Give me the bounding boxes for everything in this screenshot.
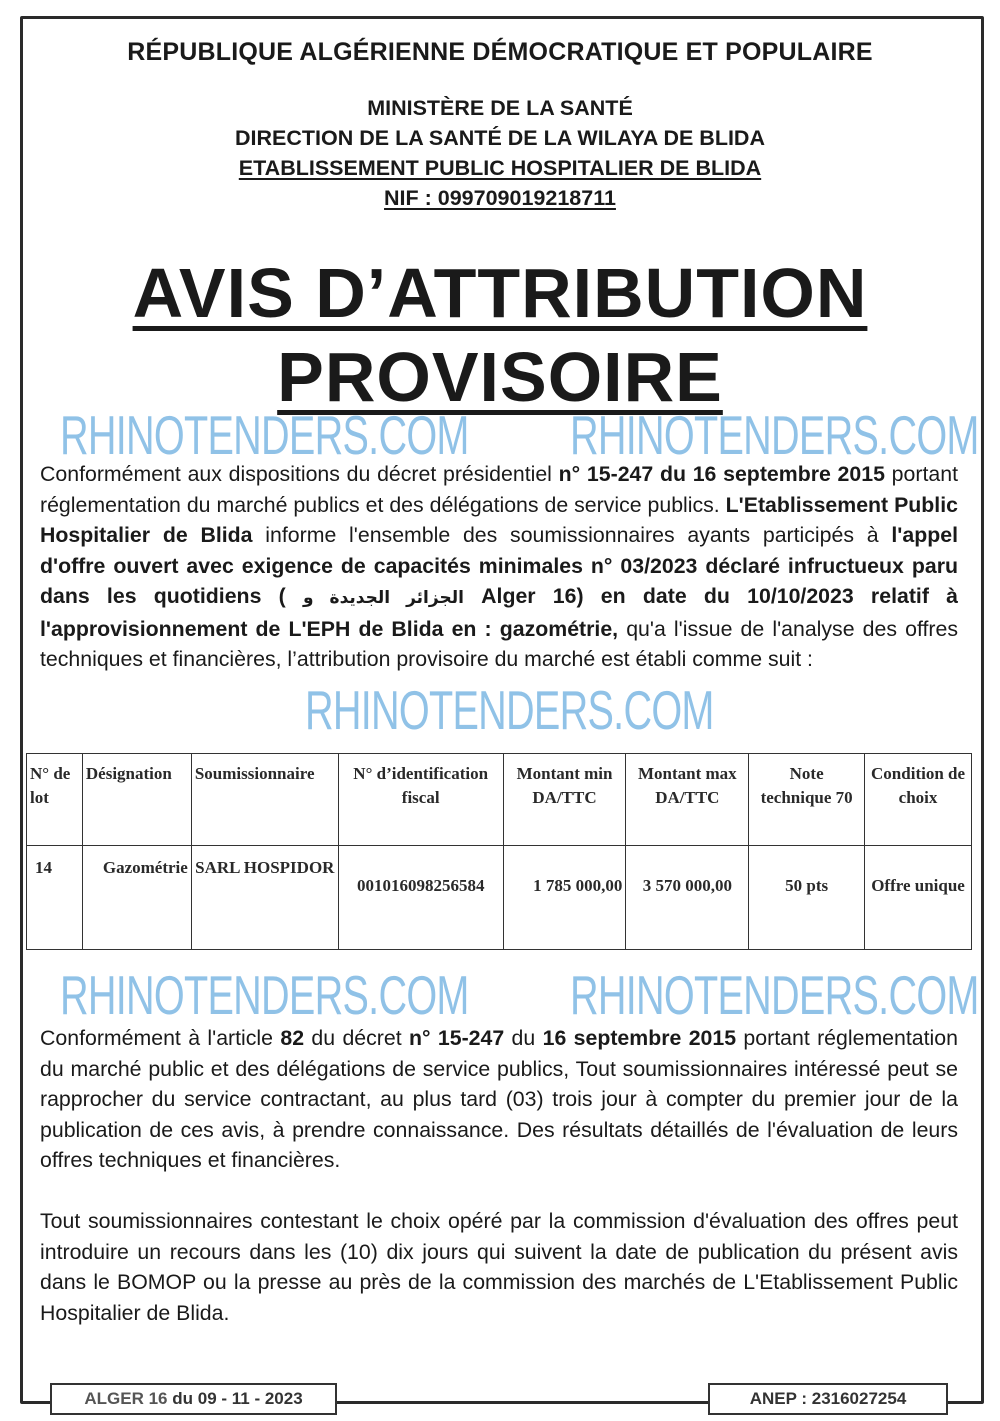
publication-box — [50, 1383, 337, 1415]
closing-text: Conformément à l'article — [40, 1026, 281, 1050]
watermark-text: RHINOTENDERS.COM — [570, 964, 979, 1026]
arabic-newspaper-name: الجزائر الجديدة و — [302, 588, 464, 607]
cell-max-amount: 3 570 000,00 — [626, 846, 749, 950]
column-header-designation: Désignation — [82, 754, 191, 846]
intro-text: qu'a l'issue de l'analyse des offres techniques et financières, l’attribution provisoire du marché est établi comme suit : — [40, 616, 958, 671]
establishment-heading — [0, 153, 1000, 183]
article-number: 82 — [280, 1026, 305, 1050]
closing-text: portant réglementation du marché public et des délégations de service publics, Tout soumissionnaires intéressé peut se rapprocher du service contractant, au plus tard (03) trois jour à compter du premier jour de la publication de ces avis, à prendre connaissance. Des résultats détaillés de l'évaluation de leurs offres techniques et financières. — [40, 1026, 958, 1172]
column-header-tax-id: N° d’identification fiscal — [338, 754, 503, 846]
table-row — [27, 846, 972, 950]
column-header-min-amount: Montant min DA/TTC — [503, 754, 626, 846]
decree-date: 16 septembre 2015 — [542, 1026, 737, 1050]
ministry-heading: MINISTÈRE DE LA SANTÉ — [367, 96, 633, 120]
decree-number: n° 15-247 — [409, 1026, 505, 1050]
cell-bidder: SARL HOSPIDOR — [191, 846, 338, 950]
notice-title-line1: AVIS D’ATTRIBUTION — [132, 254, 868, 332]
journal-name: ALGER 16 — [84, 1389, 168, 1408]
country-heading: RÉPUBLIQUE ALGÉRIENNE DÉMOCRATIQUE ET POPULAIRE — [127, 38, 873, 66]
date-prefix: du — [172, 1389, 193, 1408]
column-header-technical-score: Note technique 70 — [749, 754, 865, 846]
decree-reference: n° 15-247 du 16 septembre 2015 — [558, 462, 885, 486]
closing-text: du — [504, 1026, 543, 1050]
recourse-paragraph: Tout soumissionnaires contestant le choix opéré par la commission d'évaluation des offres peut introduire un recours dans les (10) dix jours qui suivent la date de publication du présent avis dans le BOMOP ou la presse au près de la commission des marchés de L'Etablissement Public Hospitalier de Blida. — [40, 1209, 958, 1325]
anep-reference: ANEP : 2316027254 — [708, 1383, 948, 1415]
intro-text: portant réglementation du marché publics et des délégations de service publics. — [40, 462, 958, 517]
intro-paragraph — [40, 459, 958, 675]
watermark-text: RHINOTENDERS.COM — [305, 679, 714, 741]
establishment-reference: L'Etablissement Public Hospitalier de Blida — [40, 492, 958, 547]
column-header-max-amount: Montant max DA/TTC — [626, 754, 749, 846]
cell-min-amount: 1 785 000,00 — [503, 846, 626, 950]
tender-reference: l'appel d'offre ouvert avec exigence de capacités minimales n° 03/2023 déclaré infructueux paru dans les quotidiens ( — [40, 523, 958, 608]
attribution-table — [26, 753, 972, 950]
closing-text: du décret — [304, 1026, 409, 1050]
column-header-choice-condition: Condition de choix — [865, 754, 972, 846]
cell-lot: 14 — [27, 846, 83, 950]
column-header-lot: N° de lot — [27, 754, 83, 846]
table-header-row — [27, 754, 972, 846]
appeal-paragraph — [40, 1023, 958, 1176]
cell-choice-condition: Offre unique — [865, 846, 972, 950]
nif-heading — [0, 183, 1000, 213]
cell-tax-id: 001016098256584 — [338, 846, 503, 950]
publication-date: 09 - 11 - 2023 — [197, 1389, 303, 1408]
watermark-text: RHINOTENDERS.COM — [570, 404, 979, 466]
nif-number: NIF : 099709019218711 — [384, 186, 616, 210]
intro-text: informe l'ensemble des soumissionnaires ayants participés à — [252, 523, 892, 547]
notice-title-line2: PROVISOIRE — [277, 338, 723, 416]
column-header-bidder: Soumissionnaire — [191, 754, 338, 846]
tender-subject: Alger 16) en date du 10/10/2023 relatif à l'approvisionnement de L'EPH de Blida en : gazométrie, — [40, 584, 958, 641]
watermark-text: RHINOTENDERS.COM — [60, 404, 469, 466]
watermark-text: RHINOTENDERS.COM — [60, 964, 469, 1026]
intro-text: Conformément aux dispositions du décret présidentiel — [40, 462, 559, 486]
cell-designation: Gazométrie — [82, 846, 191, 950]
establishment-name: ETABLISSEMENT PUBLIC HOSPITALIER DE BLIDA — [238, 156, 762, 180]
cell-technical-score: 50 pts — [749, 846, 865, 950]
direction-heading: DIRECTION DE LA SANTÉ DE LA WILAYA DE BLIDA — [235, 126, 765, 150]
